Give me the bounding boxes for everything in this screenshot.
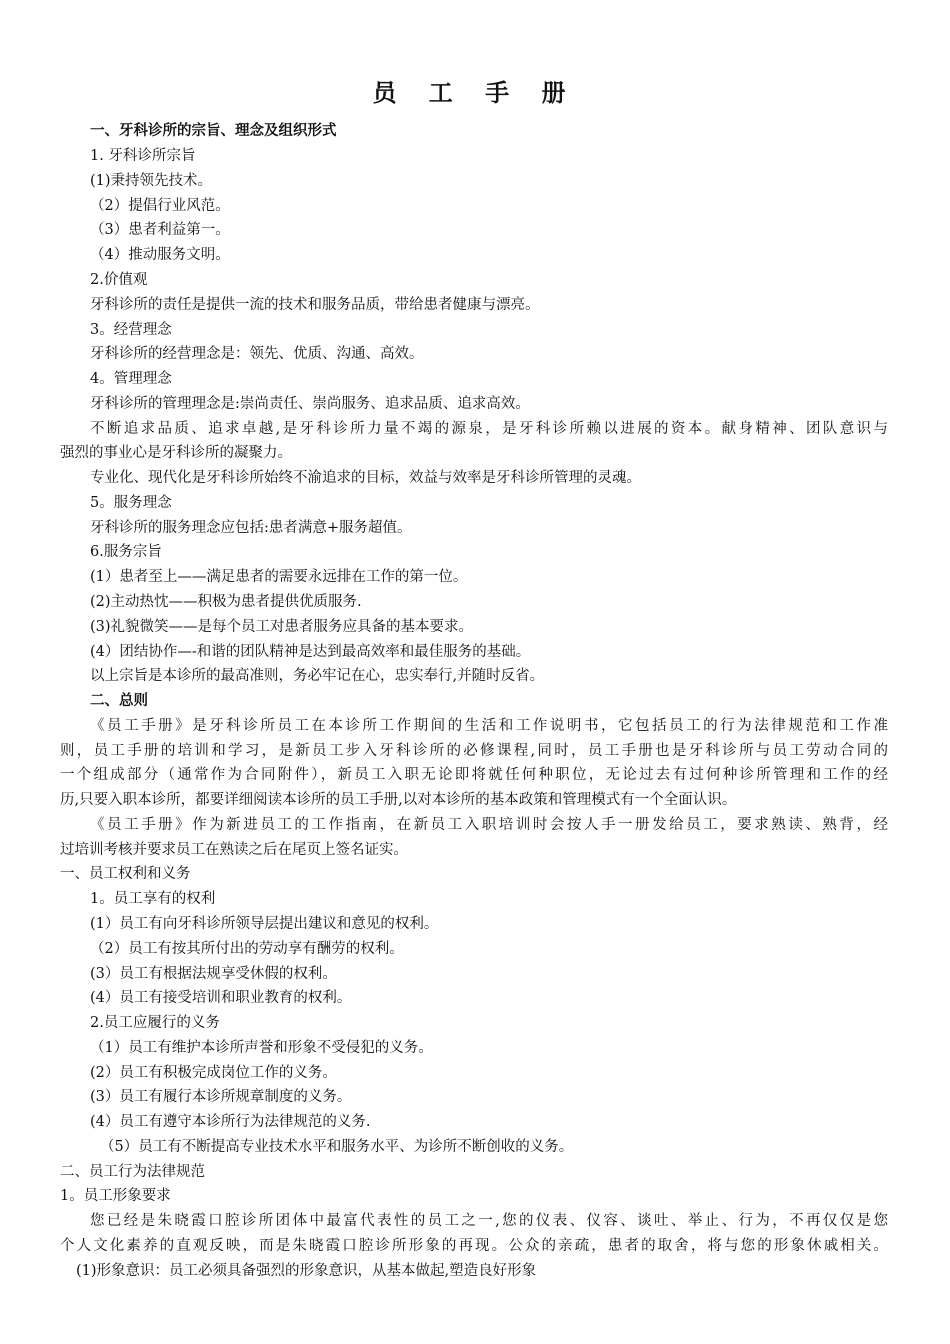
- subheading: 2.价值观: [90, 272, 148, 288]
- list-item: (2）员工有积极完成岗位工作的义务。: [90, 1065, 337, 1081]
- paragraph-line: 一个组成部分（通常作为合同附件），新员工入职无论即将就任何种职位，无论过去有过何种诊所管理和工作的经: [60, 767, 888, 783]
- paragraph-line: (1)形象意识：员工必须具备强烈的形象意识，从基本做起,塑造良好形象: [76, 1263, 537, 1279]
- list-item: （4）推动服务文明。: [90, 247, 230, 263]
- list-item: （5）员工有不断提高专业技术水平和服务水平、为诊所不断创收的义务。: [100, 1139, 574, 1155]
- list-item: （2）员工有按其所付出的劳动享有酬劳的权利。: [90, 941, 404, 957]
- paragraph-line: 《员工手册》是牙科诊所员工在本诊所工作期间的生活和工作说明书，它包括员工的行为法律规范和工作准: [90, 718, 888, 734]
- subheading: 3。经营理念: [90, 322, 172, 338]
- list-item: （1）员工有维护本诊所声誉和形象不受侵犯的义务。: [90, 1040, 433, 1056]
- subheading: 5。服务理念: [90, 495, 172, 511]
- list-item: (4）员工有遵守本诊所行为法律规范的义务.: [90, 1114, 371, 1130]
- section-heading: 二、总则: [90, 693, 148, 709]
- list-item: （3）患者利益第一。: [90, 222, 230, 238]
- paragraph-line: 您已经是朱晓霞口腔诊所团体中最富代表性的员工之一,您的仪表、仪容、谈吐、举止、行为，不再仅仅是您: [90, 1213, 888, 1229]
- paragraph-line: 强烈的事业心是牙科诊所的凝聚力。: [60, 445, 292, 461]
- section-heading: 一、牙科诊所的宗旨、理念及组织形式: [90, 123, 337, 139]
- list-item: (2)主动热忱——积极为患者提供优质服务.: [90, 594, 362, 610]
- section-heading: 二、员工行为法律规范: [60, 1164, 205, 1180]
- paragraph-line: 牙科诊所的管理理念是:崇尚责任、崇尚服务、追求品质、追求高效。: [90, 396, 530, 412]
- subheading: 6.服务宗旨: [90, 544, 162, 560]
- paragraph-line: 以上宗旨是本诊所的最高准则，务必牢记在心，忠实奉行,并随时反省。: [90, 668, 545, 684]
- list-item: (1）员工有向牙科诊所领导层提出建议和意见的权利。: [90, 916, 439, 932]
- list-item: (4）员工有接受培训和职业教育的权利。: [90, 990, 352, 1006]
- subheading: 1。员工形象要求: [60, 1188, 171, 1204]
- list-item: (3）员工有根据法规享受休假的权利。: [90, 966, 337, 982]
- paragraph-line: 牙科诊所的服务理念应包括:患者满意+服务超值。: [90, 520, 412, 536]
- list-item: (1）患者至上——满足患者的需要永远排在工作的第一位。: [90, 569, 468, 585]
- paragraph-line: 则，员工手册的培训和学习，是新员工步入牙科诊所的必修课程,同时，员工手册也是牙科诊所与员工劳动合同的: [60, 743, 888, 759]
- paragraph-line: 牙科诊所的经营理念是：领先、优质、沟通、高效。: [90, 346, 424, 362]
- list-item: （2）提倡行业风范。: [90, 198, 230, 214]
- section-heading: 一、员工权利和义务: [60, 866, 191, 882]
- paragraph-line: 牙科诊所的责任是提供一流的技术和服务品质，带给患者健康与漂亮。: [90, 297, 540, 313]
- paragraph-line: 《员工手册》作为新进员工的工作指南，在新员工入职培训时会按人手一册发给员工，要求熟读、熟背，经: [90, 817, 888, 833]
- list-item: (4）团结协作—-和谐的团队精神是达到最高效率和最佳服务的基础。: [90, 644, 531, 660]
- subheading: 1. 牙科诊所宗旨: [90, 148, 196, 164]
- subheading: 4。管理理念: [90, 371, 172, 387]
- subheading: 2.员工应履行的义务: [90, 1015, 220, 1031]
- paragraph-line: 过培训考核并要求员工在熟读之后在尾页上签名证实。: [60, 842, 408, 858]
- list-item: (3）员工有履行本诊所规章制度的义务。: [90, 1089, 352, 1105]
- list-item: (1)秉持领先技术。: [90, 173, 213, 189]
- document-title: 员 工 手 册: [372, 79, 578, 107]
- paragraph-line: 专业化、现代化是牙科诊所始终不渝追求的目标，效益与效率是牙科诊所管理的灵魂。: [90, 470, 641, 486]
- subheading: 1。员工享有的权利: [90, 891, 216, 907]
- paragraph-line: 不断追求品质、追求卓越,是牙科诊所力量不竭的源泉，是牙科诊所赖以进展的资本。献身精神、团队意识与: [90, 421, 888, 437]
- list-item: (3)礼貌微笑——是每个员工对患者服务应具备的基本要求。: [90, 619, 474, 635]
- paragraph-line: 个人文化素养的直观反映，而是朱晓霞口腔诊所形象的再现。公众的亲疏，患者的取舍，将与您的形象休戚相关。: [60, 1238, 888, 1254]
- paragraph-line: 历,只要入职本诊所，都要详细阅读本诊所的员工手册,以对本诊所的基本政策和管理模式有一个全面认识。: [60, 792, 737, 808]
